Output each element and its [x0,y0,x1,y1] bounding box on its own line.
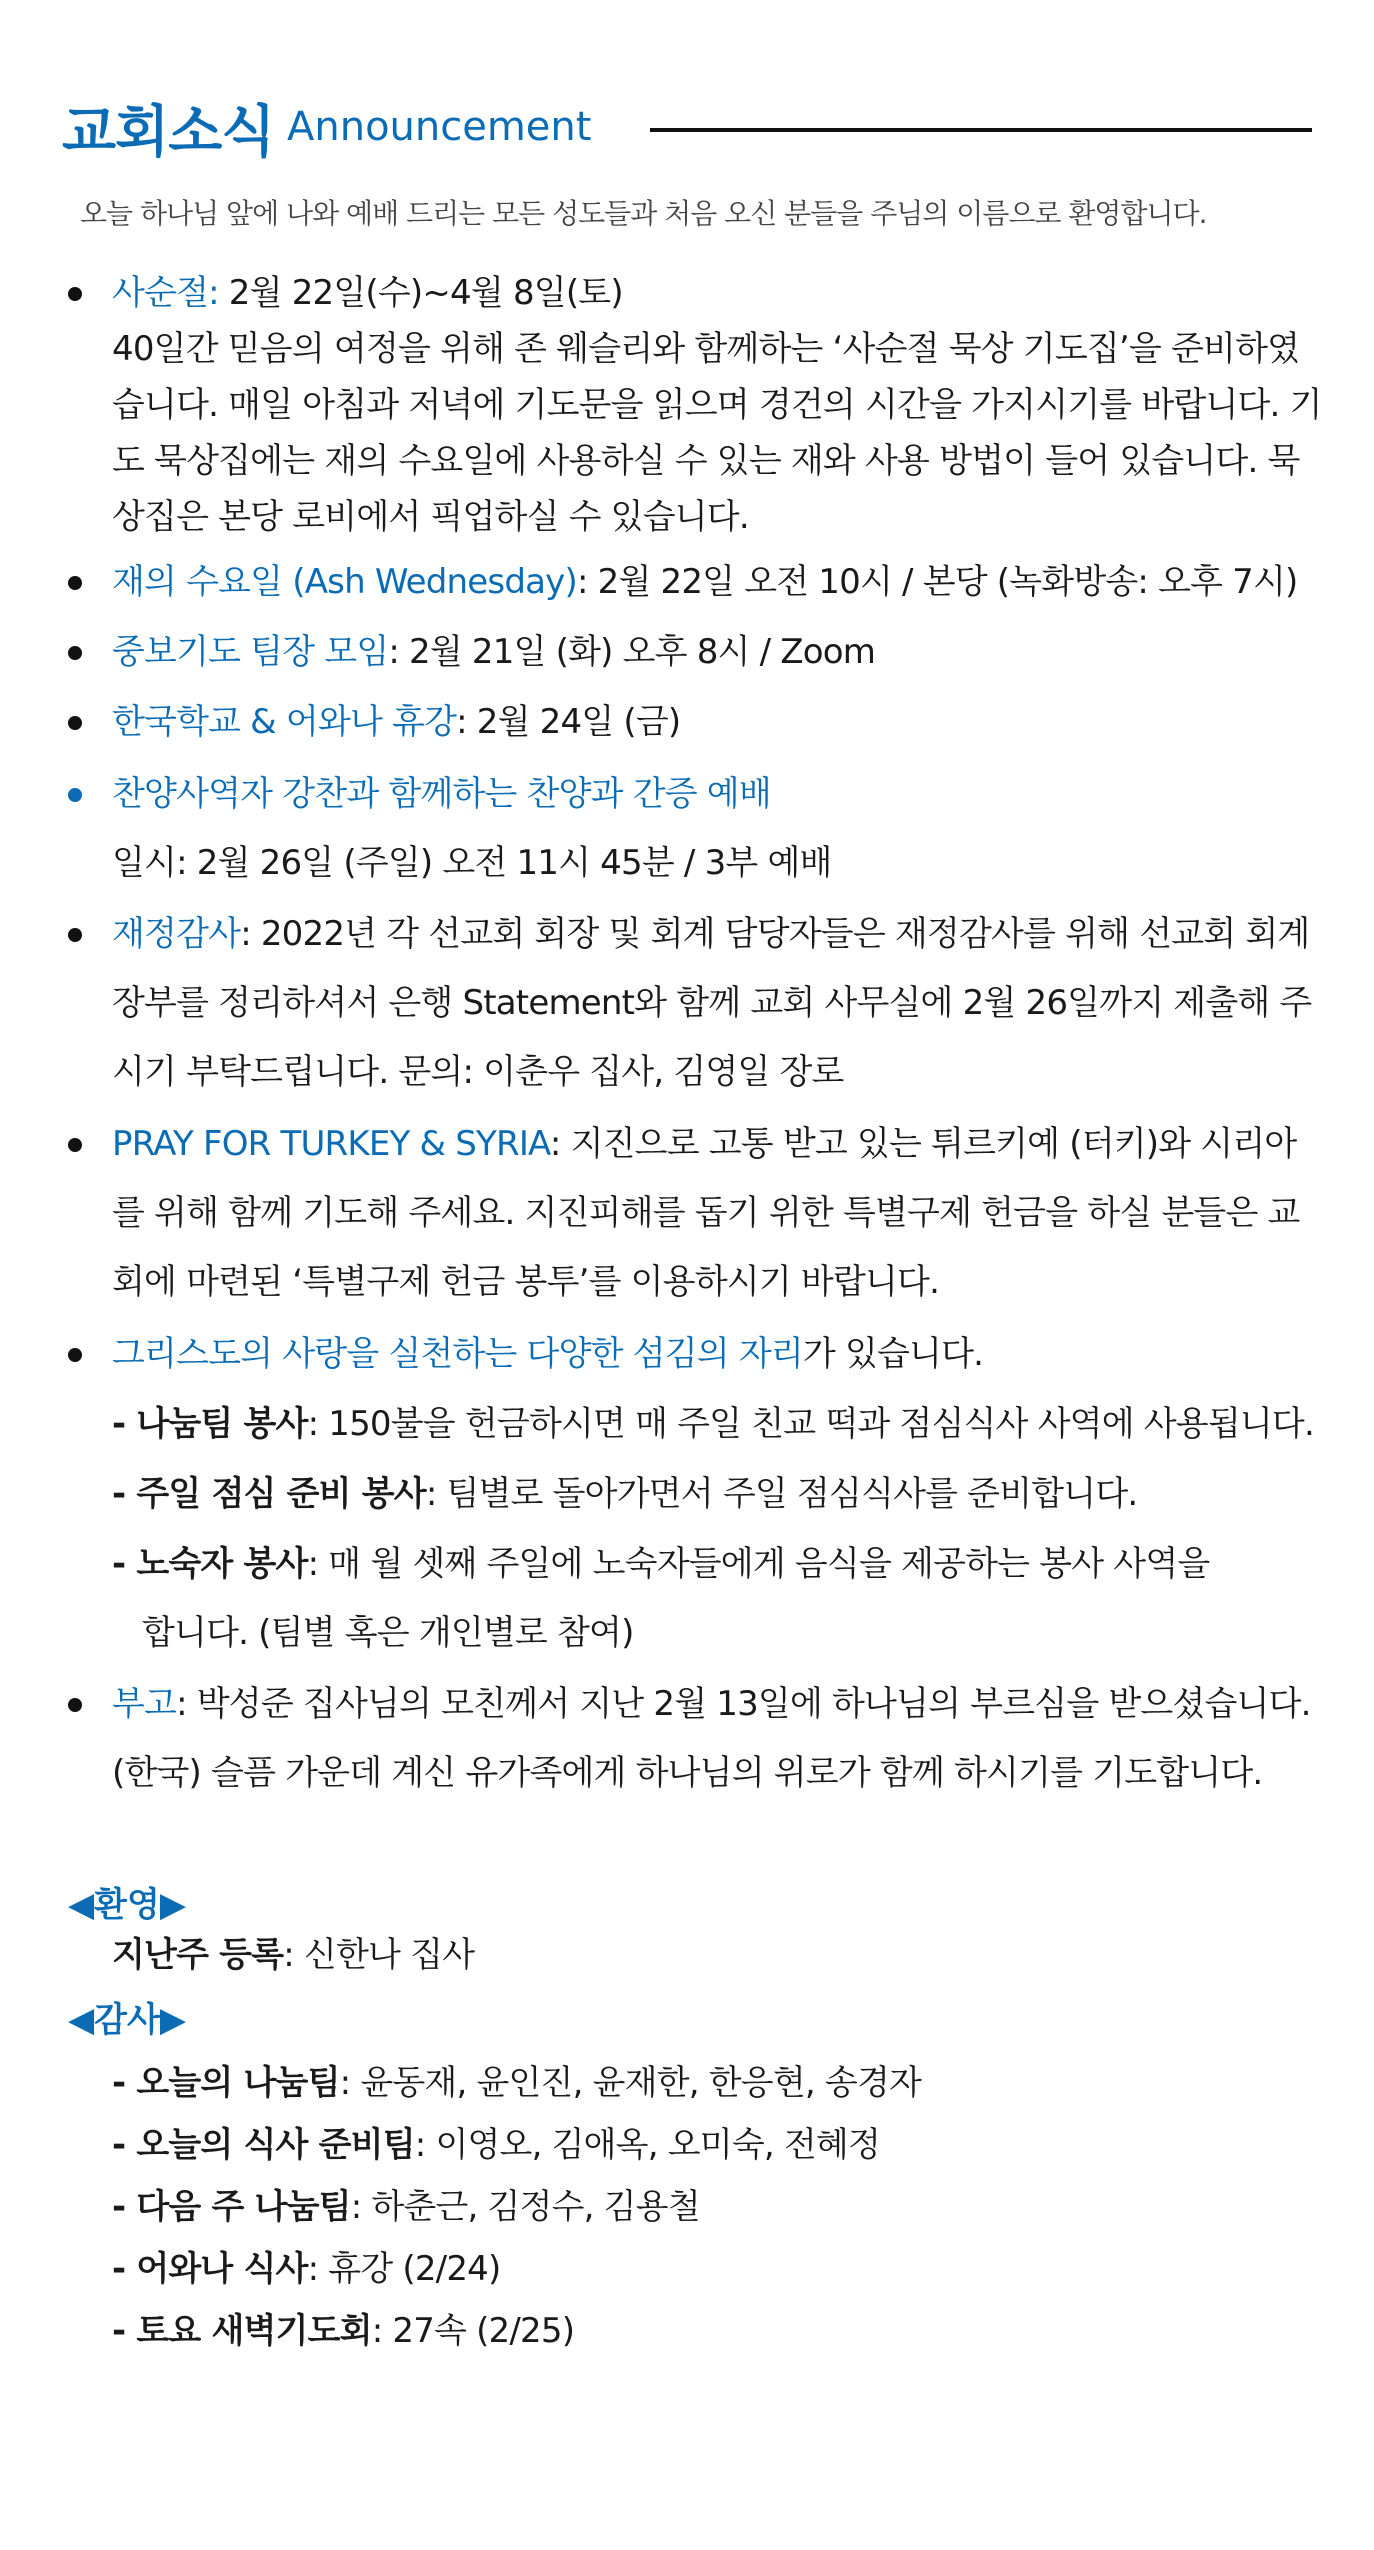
thanks-row-label: - 어와나 식사 [112,2249,308,2289]
announcement-obituary [112,1670,1322,1808]
sub-label: - 나눔팀 봉사 [112,1404,308,1444]
page-title-english: Announcement [287,104,592,150]
sub-text: : 매 월 셋째 주일에 노숙자들에게 음식을 제공하는 봉사 사역을 [307,1544,1210,1584]
turkey-label: PRAY FOR TURKEY & SYRIA [112,1124,550,1164]
thanks-row-label: - 다음 주 나눔팀 [112,2187,351,2227]
bullet [68,1698,82,1712]
thanks-row [112,2120,880,2170]
sub-continuation: 합니다. (팀별 혹은 개인별로 참여) [142,1613,634,1653]
title-divider [650,128,1312,132]
thanks-row-text: : 윤동재, 윤인진, 윤재한, 한응현, 송경자 [339,2063,922,2103]
welcome-label: 지난주 등록 [112,1935,284,1975]
prayer-leaders-text: : 2월 21일 (화) 오후 8시 / Zoom [388,632,876,672]
prayer-leaders-label: 중보기도 팀장 모임 [112,632,389,672]
thanks-row [112,2058,921,2108]
bullet [68,287,82,301]
bullet [68,576,82,590]
announcement-audit [112,900,1322,1107]
thanks-row-text: : 이영오, 김애옥, 오미숙, 전혜정 [414,2125,881,2165]
school-break-text: : 2월 24일 (금) [456,702,681,742]
announcement-service [112,1320,1322,1389]
service-sub-sharing [112,1390,1332,1459]
bullet [68,788,82,802]
announcement-header [62,88,1312,168]
lent-label: 사순절: [112,273,219,313]
bullet [68,1138,82,1152]
thanks-row [112,2244,500,2294]
thanks-row-text: : 하춘근, 김정수, 김용철 [350,2187,700,2227]
school-break-label: 한국학교 & 어와나 휴강 [112,702,457,742]
service-sub-homeless [112,1530,1332,1668]
bullet [68,716,82,730]
thanks-row-label: - 오늘의 식사 준비팀 [112,2125,415,2165]
obituary-label: 부고 [112,1684,177,1724]
ash-label: 재의 수요일 (Ash Wednesday) [112,562,577,602]
service-label: 그리스도의 사랑을 실천하는 다양한 섬김의 자리 [112,1334,803,1374]
thanks-row-label: - 오늘의 나눔팀 [112,2063,340,2103]
announcement-worship [112,760,1322,898]
thanks-row-label: - 토요 새벽기도회 [112,2311,372,2351]
worship-label: 찬양사역자 강찬과 함께하는 찬양과 간증 예배 [112,774,771,814]
sub-label: - 노숙자 봉사 [112,1544,308,1584]
thanks-row-text: : 27속 (2/25) [371,2311,575,2351]
worship-text: 일시: 2월 26일 (주일) 오전 11시 45분 / 3부 예배 [112,843,832,883]
service-text: 가 있습니다. [802,1334,984,1374]
sub-text: : 팀별로 돌아가면서 주일 점심식사를 준비합니다. [425,1474,1138,1514]
ash-text: : 2월 22일 오전 10시 / 본당 (녹화방송: 오후 7시) [576,562,1298,602]
announcement-prayer-leaders [112,618,1322,687]
announcement-lent [112,265,1322,545]
service-sub-lunch [112,1460,1332,1529]
audit-text: : 2022년 각 선교회 회장 및 회계 담당자들은 재정감사를 위해 선교회 회계장부를 정리하셔서 은행 Statement와 함께 교회 사무실에 2월 26일까지 제출해 주시기 부탁드립니다. 문의: 이춘우 집사, 김영일 장로 [112,914,1312,1092]
bullet [68,1348,82,1362]
sub-label: - 주일 점심 준비 봉사 [112,1474,426,1514]
bullet [68,646,82,660]
thanks-row [112,2182,700,2232]
thanks-row-text: : 휴강 (2/24) [307,2249,501,2289]
announcement-ash-wednesday [112,548,1322,617]
announcement-turkey-syria [112,1110,1322,1317]
obituary-text: : 박성준 집사님의 모친께서 지난 2월 13일에 하나님의 부르심을 받으셨습니다.(한국) 슬픔 가운데 계신 유가족에게 하나님의 위로가 함께 하시기를 기도합니다. [112,1684,1311,1793]
announcement-school-break [112,688,1322,757]
welcome-heading: ◀환영▶ [68,1885,186,1925]
sub-text: : 150불을 헌금하시면 매 주일 친교 떡과 점심식사 사역에 사용됩니다. [307,1404,1314,1444]
lent-date: 2월 22일(수)~4월 8일(토) [218,273,623,313]
page-title-korean: 교회소식 [62,100,275,165]
lent-body: 40일간 믿음의 여정을 위해 존 웨슬리와 함께하는 ‘사순절 묵상 기도집’을 준비하였습니다. 매일 아침과 저녁에 기도문을 읽으며 경건의 시간을 가지시기를 바랍니다. 기도 묵상집에는 재의 수요일에 사용하실 수 있는 재와 사용 방법이 들어 있습니다. 묵상집은 본당 로비에서 픽업하실 수 있습니다. [112,329,1322,537]
thanks-row [112,2306,574,2356]
welcome-line [112,1930,474,1980]
welcome-intro: 오늘 하나님 앞에 나와 예배 드리는 모든 성도들과 처음 오신 분들을 주님의 이름으로 환영합니다. [80,197,1207,230]
thanks-heading: ◀감사▶ [68,2000,186,2040]
welcome-text: : 신한나 집사 [283,1935,475,1975]
turkey-text: : 지진으로 고통 받고 있는 튀르키예 (터키)와 시리아를 위해 함께 기도해 주세요. 지진피해를 돕기 위한 특별구제 헌금을 하실 분들은 교회에 마련된 ‘특별구제 헌금 봉투’를 이용하시기 바랍니다. [112,1124,1300,1302]
audit-label: 재정감사 [112,914,241,954]
bullet [68,928,82,942]
